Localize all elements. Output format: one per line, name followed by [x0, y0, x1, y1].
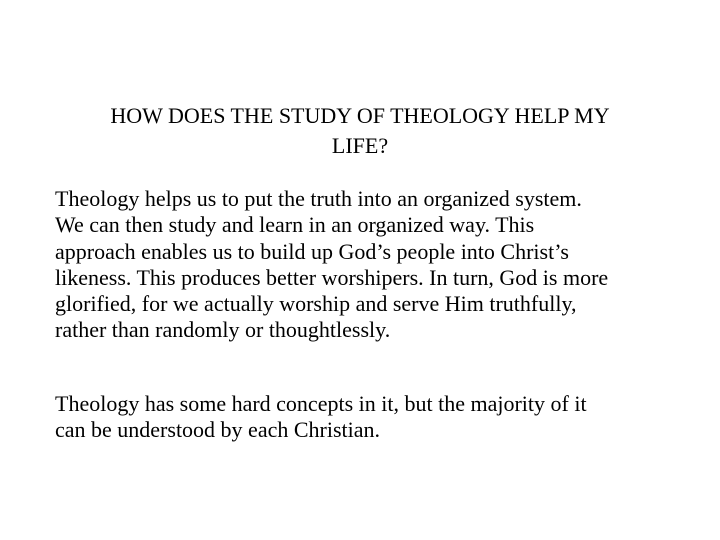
paragraph-line: approach enables us to build up God’s people into Christ’s — [55, 238, 569, 264]
paragraph-line: glorified, for we actually worship and serve Him truthfully, — [55, 291, 577, 317]
paragraph-line: Theology has some hard concepts in it, but the majority of it — [55, 391, 587, 416]
title-line: LIFE? — [331, 133, 389, 158]
paragraph-line: Theology helps us to put the truth into an organized system. — [55, 186, 582, 211]
body-paragraph-1 — [55, 186, 675, 344]
slide-title — [40, 101, 680, 161]
paragraph-line: can be understood by each Christian. — [55, 417, 381, 443]
paragraph-line: rather than randomly or thoughtlessly. — [55, 317, 391, 343]
title-line: HOW DOES THE STUDY OF THEOLOGY HELP MY — [110, 103, 610, 128]
paragraph-line: We can then study and learn in an organized way. This — [55, 212, 535, 238]
body-paragraph-2 — [55, 391, 675, 444]
paragraph-line: likeness. This produces better worshipers. In turn, God is more — [55, 264, 609, 290]
